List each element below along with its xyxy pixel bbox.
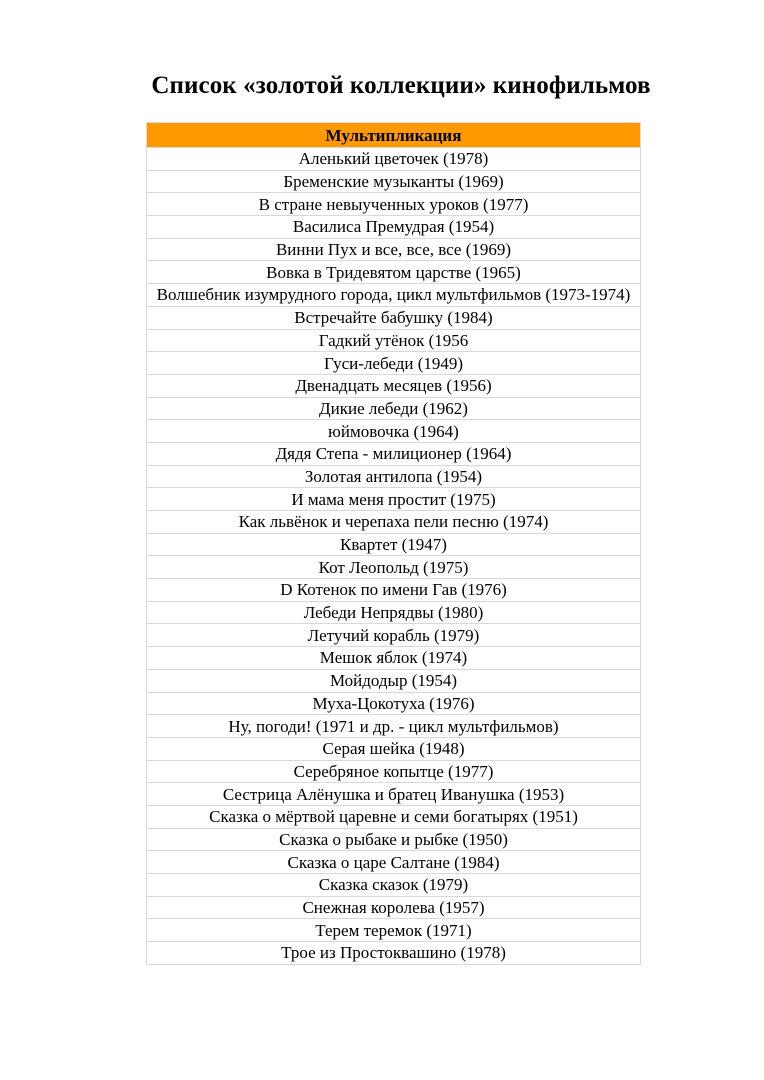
table-row xyxy=(147,579,641,602)
table-row xyxy=(147,874,641,897)
film-title-cell: Сказка сказок (1979) xyxy=(147,874,641,897)
film-title-cell: Золотая антилопа (1954) xyxy=(147,465,641,488)
table-row xyxy=(147,374,641,397)
film-title-cell: Снежная королева (1957) xyxy=(147,896,641,919)
page-title: Список «золотой коллекции» кинофильмов xyxy=(151,72,651,99)
table-row xyxy=(147,783,641,806)
table-row xyxy=(147,511,641,534)
film-title-cell: Сказка о царе Салтане (1984) xyxy=(147,851,641,874)
film-title-cell: Аленький цветочек (1978) xyxy=(147,148,641,171)
film-title-cell: Серая шейка (1948) xyxy=(147,737,641,760)
table-row xyxy=(147,465,641,488)
film-title-cell: Летучий корабль (1979) xyxy=(147,624,641,647)
film-title-cell: Ну, погоди! (1971 и др. - цикл мультфильмов) xyxy=(147,715,641,738)
table-row xyxy=(147,420,641,443)
table-row xyxy=(147,851,641,874)
table-header-row xyxy=(147,123,641,148)
film-title-cell: Квартет (1947) xyxy=(147,533,641,556)
table-row xyxy=(147,556,641,579)
table-row xyxy=(147,828,641,851)
film-title-cell: Гуси-лебеди (1949) xyxy=(147,352,641,375)
film-title-cell: Встречайте бабушку (1984) xyxy=(147,306,641,329)
film-title-cell: Как львёнок и черепаха пели песню (1974) xyxy=(147,511,641,534)
film-title-cell: Трое из Простоквашино (1978) xyxy=(147,942,641,965)
film-title-cell: Сказка о мёртвой царевне и семи богатырях (1951) xyxy=(147,805,641,828)
film-title-cell: Гадкий утёнок (1956 xyxy=(147,329,641,352)
table-row xyxy=(147,737,641,760)
table-row xyxy=(147,692,641,715)
film-title-cell: Лебеди Непрядвы (1980) xyxy=(147,601,641,624)
film-title-cell: Мойдодыр (1954) xyxy=(147,669,641,692)
table-row xyxy=(147,238,641,261)
film-title-cell: Муха-Цокотуха (1976) xyxy=(147,692,641,715)
table-row xyxy=(147,352,641,375)
table-row xyxy=(147,193,641,216)
film-title-cell: Серебряное копытце (1977) xyxy=(147,760,641,783)
film-title-cell: Кот Леопольд (1975) xyxy=(147,556,641,579)
table-row xyxy=(147,601,641,624)
film-title-cell: Двенадцать месяцев (1956) xyxy=(147,374,641,397)
film-title-cell: И мама меня простит (1975) xyxy=(147,488,641,511)
film-title-cell: D Котенок по имени Гав (1976) xyxy=(147,579,641,602)
table-row xyxy=(147,715,641,738)
table-row xyxy=(147,397,641,420)
table-row xyxy=(147,647,641,670)
table-row xyxy=(147,760,641,783)
film-title-cell: Дикие лебеди (1962) xyxy=(147,397,641,420)
table-row xyxy=(147,261,641,284)
film-title-cell: Сказка о рыбаке и рыбке (1950) xyxy=(147,828,641,851)
table-row xyxy=(147,624,641,647)
table-row xyxy=(147,148,641,171)
table-body xyxy=(147,148,641,965)
table-row xyxy=(147,488,641,511)
table-row xyxy=(147,896,641,919)
table-row xyxy=(147,442,641,465)
film-list-table xyxy=(146,122,641,965)
film-title-cell: Винни Пух и все, все, все (1969) xyxy=(147,238,641,261)
table-row xyxy=(147,284,641,307)
table-row xyxy=(147,533,641,556)
film-title-cell: Мешок яблок (1974) xyxy=(147,647,641,670)
table-row xyxy=(147,170,641,193)
table-row xyxy=(147,942,641,965)
film-title-cell: В стране невыученных уроков (1977) xyxy=(147,193,641,216)
film-title-cell: Василиса Премудрая (1954) xyxy=(147,216,641,239)
table-row xyxy=(147,329,641,352)
table-row xyxy=(147,216,641,239)
table-row xyxy=(147,306,641,329)
film-title-cell: Бременские музыканты (1969) xyxy=(147,170,641,193)
film-title-cell: Волшебник изумрудного города, цикл мультфильмов (1973-1974) xyxy=(147,284,641,307)
table-header-cell: Мультипликация xyxy=(147,123,641,148)
film-title-cell: юймовочка (1964) xyxy=(147,420,641,443)
table-row xyxy=(147,805,641,828)
table-row xyxy=(147,919,641,942)
film-title-cell: Терем теремок (1971) xyxy=(147,919,641,942)
film-title-cell: Вовка в Тридевятом царстве (1965) xyxy=(147,261,641,284)
table-row xyxy=(147,669,641,692)
film-title-cell: Дядя Степа - милиционер (1964) xyxy=(147,442,641,465)
film-title-cell: Сестрица Алёнушка и братец Иванушка (1953) xyxy=(147,783,641,806)
